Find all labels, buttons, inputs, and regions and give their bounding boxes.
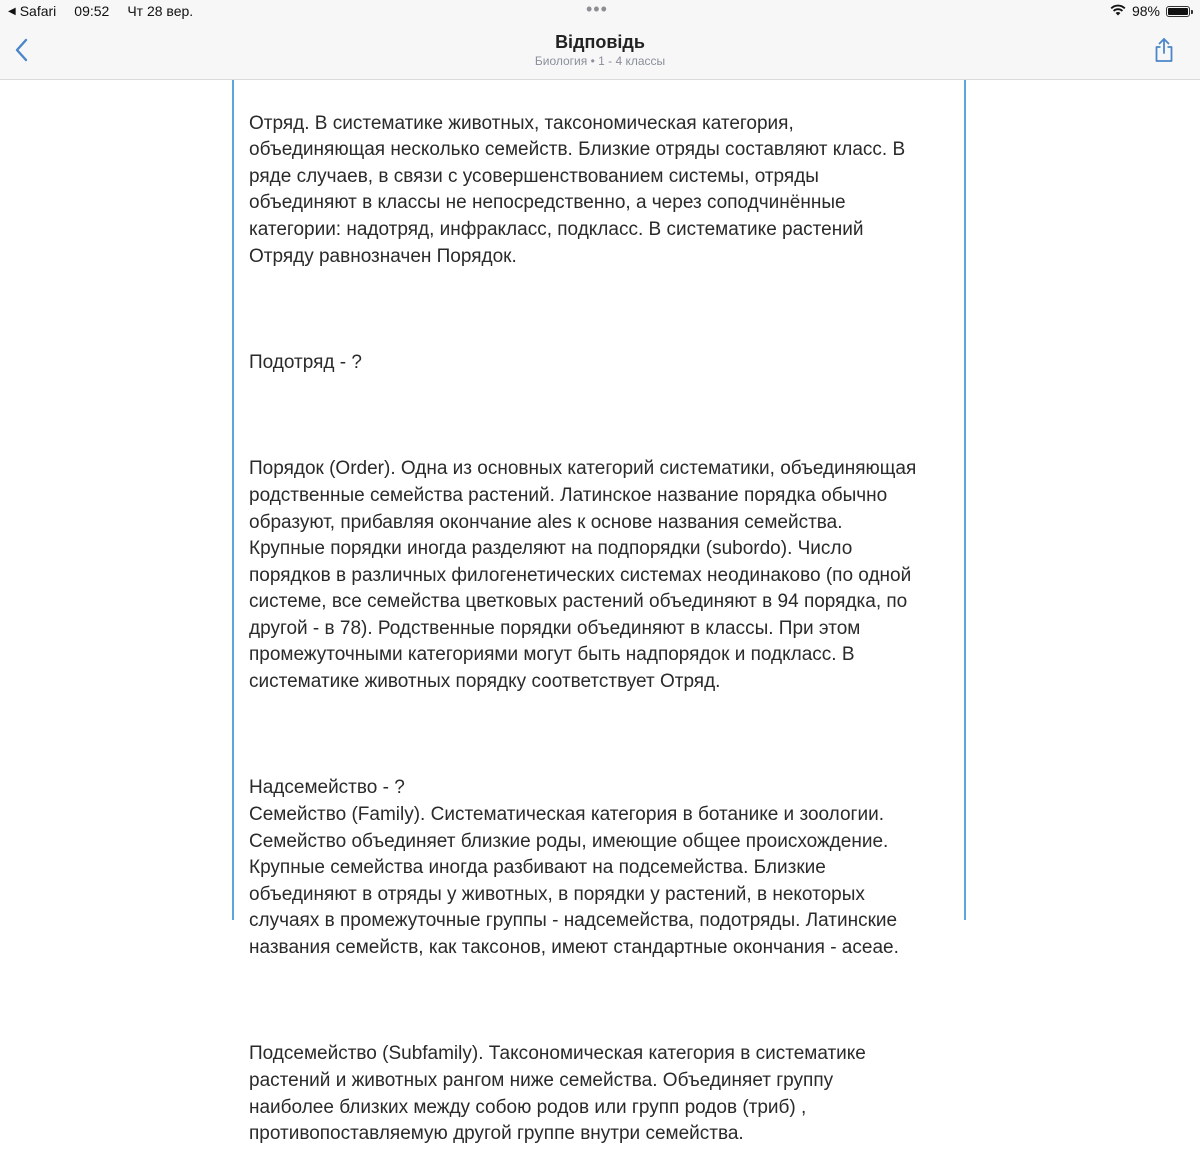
back-to-app-label[interactable]: Safari bbox=[19, 3, 57, 19]
share-icon bbox=[1152, 36, 1176, 64]
answer-paragraph: Надсемейство - ? Семейство (Family). Систематическая категория в ботанике и зоологии. Семейство объединяет близкие роды, имеющие общее происхождение. Крупные семейства иногда разбивают на подсемейства. Близкие объединяют в отряды у животных, в порядки у растений, в некоторых случаях в промежуточные группы - надсемейства, подотряды. Латинские названия семейств, как таксонов, имеют стандартные окончания - aceae. bbox=[249, 777, 899, 958]
answer-paragraph: Порядок (Order). Одна из основных категорий систематики, объединяющая родственные семейства растений. Латинское название порядка обычно образуют, прибавляя окончание ales к основе названия семейства. Крупные порядки иногда разделяют на подпорядки (subordo). Число порядков в различных филогенетических системах неодинаково (по одной системе, все семейства цветковых растений объединяют в 94 порядка, по другой - в 78). Родственные порядки объединяют в классы. При этом промежуточными категориями могут быть надпорядок и подкласс. В систематике животных порядку соответствует Отряд. bbox=[249, 458, 917, 693]
navigation-bar bbox=[0, 22, 1200, 80]
answer-paragraph: Отряд. В систематике животных, таксономическая категория, объединяющая несколько семейств. Близкие отряды составляют класс. В ряде случаев, в связи с усовершенствованием системы, отряды объединяют в классы не непосредственно, а через соподчинённые категории: надотряд, инфракласс, подкласс. В систематике растений Отряду равнозначен Порядок. bbox=[249, 112, 906, 267]
battery-percent: 98% bbox=[1131, 3, 1160, 19]
battery-fill bbox=[1168, 8, 1188, 15]
wifi-icon bbox=[1110, 3, 1126, 19]
multitasking-dots[interactable]: ••• bbox=[586, 0, 608, 19]
share-button[interactable] bbox=[1152, 36, 1176, 64]
status-time: 09:52 bbox=[74, 3, 110, 19]
back-to-app-icon[interactable]: ◀ bbox=[8, 5, 16, 17]
answer-paragraph bbox=[249, 988, 964, 1015]
status-bar bbox=[0, 0, 1200, 22]
page-title: Відповідь bbox=[555, 32, 645, 52]
status-bar-right bbox=[1110, 3, 1190, 19]
answer-paragraph bbox=[249, 297, 964, 324]
status-bar-left bbox=[8, 3, 193, 19]
answer-paragraph bbox=[249, 722, 964, 749]
answer-paragraph: Подотряд - ? bbox=[249, 351, 362, 373]
battery-icon bbox=[1166, 6, 1190, 17]
answer-paragraph: Подсемейство (Subfamily). Таксономическая категория в систематике растений и животных рангом ниже семейства. Объединяет группу наиболее близких между собою родов или групп родов (триб) , противопоставляемую другой группе внутри семейства. bbox=[249, 1043, 866, 1145]
page-subtitle: Биология • 1 - 4 классы bbox=[534, 54, 666, 68]
answer-paragraph bbox=[249, 403, 964, 430]
status-date: Чт 28 вер. bbox=[127, 3, 194, 19]
answer-text bbox=[249, 84, 964, 1174]
